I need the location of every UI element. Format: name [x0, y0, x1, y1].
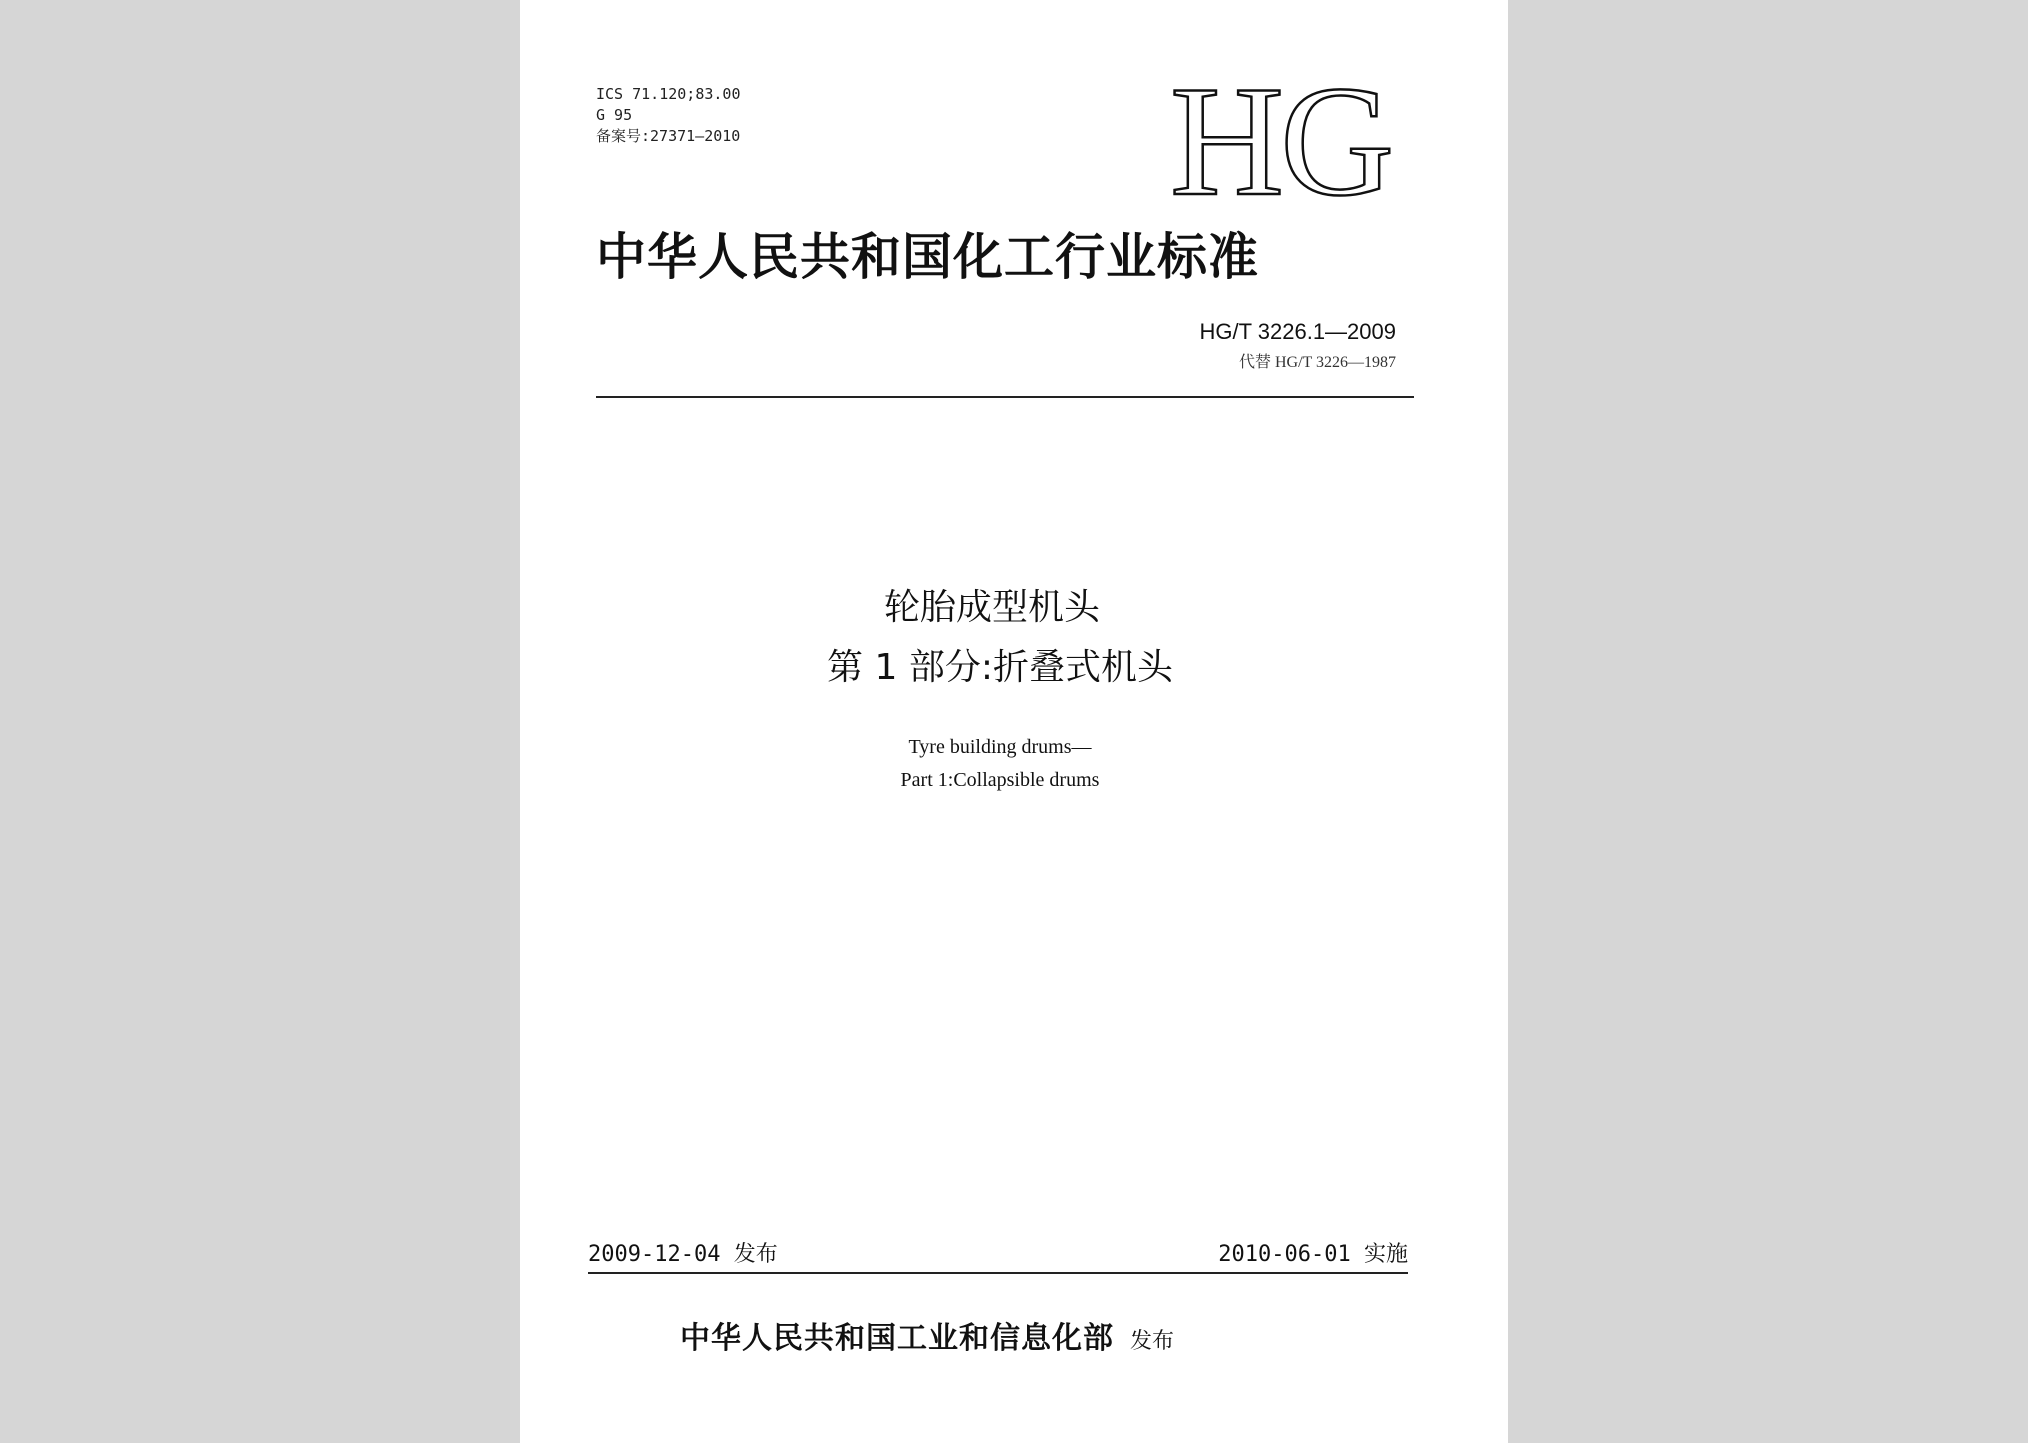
document-title-en-line2: Part 1:Collapsible drums	[900, 769, 1100, 791]
document-title-cn-line1: 轮胎成型机头	[883, 587, 1100, 628]
publish-date: 2009-12-04 发布	[588, 1242, 778, 1267]
publish-label: 发布	[1130, 1329, 1175, 1354]
standard-title: 中华人民共和国化工行业标准	[596, 227, 1259, 286]
ccs-code: G 95	[596, 106, 633, 124]
publisher-line	[680, 1318, 1174, 1364]
record-number: 备案号:27371—2010	[596, 127, 741, 145]
hg-logo: HG	[1170, 54, 1391, 229]
implement-date: 2010-06-01 实施	[1218, 1242, 1408, 1267]
document-page	[520, 0, 1508, 1443]
header-divider	[596, 396, 1414, 398]
document-title-en-line1: Tyre building drums—	[908, 736, 1092, 758]
standard-number: HG/T 3226.1—2009	[1199, 319, 1396, 344]
footer-divider	[588, 1272, 1408, 1274]
replaces-standard: 代替 HG/T 3226—1987	[1238, 354, 1396, 371]
ics-code: ICS 71.120;83.00	[596, 85, 741, 103]
document-title-cn-line2: 第 1 部分:折叠式机头	[827, 647, 1173, 688]
classification-codes	[596, 84, 741, 147]
publisher-name: 中华人民共和国工业和信息化部	[680, 1321, 1114, 1356]
